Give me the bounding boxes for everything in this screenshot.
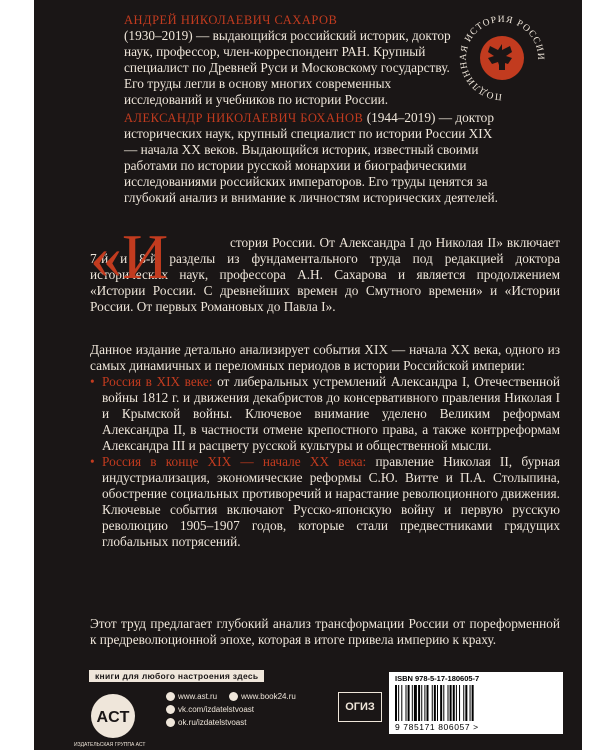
author-1 — [124, 12, 464, 108]
globe-icon — [229, 692, 238, 701]
barcode-icon — [395, 685, 557, 721]
bullet-item — [90, 374, 560, 454]
barcode-block — [389, 672, 563, 734]
bullet-heading: Россия в XIX веке: — [102, 374, 213, 389]
link-ast[interactable]: www.ast.ru — [166, 690, 217, 703]
ast-logo-icon — [89, 692, 137, 740]
quote-mark: «И — [90, 221, 169, 292]
back-cover — [34, 0, 582, 750]
publisher-caption: ИЗДАТЕЛЬСКАЯ ГРУППА АСТ — [74, 742, 146, 748]
tagline-badge: книги для любого настроения здесь — [89, 670, 264, 682]
ogiz-logo: ОГИЗ — [338, 692, 382, 722]
bullet-text: от либеральных устремлений Александра I, Отечественной войны 1812 г. и движения декабристов до консервативного правления Николая I и Крымской войны. Ключевое внимание уделено Великим реформам Александра II, в частности отмене крепостного права, а также контрреформам Александра III и расцвету русской культуры и общественной мысли. — [102, 374, 560, 453]
globe-icon — [166, 692, 175, 701]
bullet-item — [90, 454, 560, 550]
web-links — [166, 690, 296, 729]
bullet-icon: • — [90, 374, 95, 389]
bullet-text: правление Николая II, бурная индустриализация, экономические реформы С.Ю. Витте и П.А. Столыпина, обострение социальных противоречий и нарастание революционного движения. Ключевые события включают Русско-японскую войну и первую русскую революцию 1905–1907 годов, которые стали предвестниками грядущих глобальных потрясений. — [102, 454, 561, 549]
author-2 — [124, 110, 504, 206]
author-name: АНДРЕЙ НИКОЛАЕВИЧ САХАРОВ — [124, 13, 338, 27]
link-ok[interactable]: ok.ru/izdatelstvoast — [166, 716, 246, 729]
emblem-text: ПОДЛИННАЯ ИСТОРИЯ РОССИИ — [458, 14, 546, 102]
link-vk[interactable]: vk.com/izdatelstvoast — [166, 703, 254, 716]
author-name: АЛЕКСАНДР НИКОЛАЕВИЧ БОХАНОВ — [124, 111, 364, 125]
ok-icon — [166, 718, 175, 727]
bullet-icon: • — [90, 454, 95, 469]
bullet-list — [90, 374, 560, 550]
quote-text: стория России. От Александра I до Николая II» включает 7-й и 8-й разделы из фундаментального труда под редакцией доктора исторических наук, профессора А.Н. Сахарова и является продолжением «Истории России. С древнейших времен до Смутного времени» и «Истории России. От первых Романовых до Павла I». — [90, 235, 560, 314]
footer — [34, 666, 582, 750]
svg-text:ACT: ACT — [96, 709, 130, 726]
isbn-text: ISBN 978-5-17-180605-7 — [395, 674, 480, 683]
vk-icon — [166, 705, 175, 714]
description — [90, 342, 560, 550]
conclusion — [90, 616, 560, 648]
link-book24[interactable]: www.book24.ru — [229, 690, 296, 703]
author-bio: (1930–2019) — выдающийся российский историк, доктор наук, профессор, член-корреспондент РАН. Крупный специалист по Древней Руси и Московскому государству. Его труды легли в основу многих современных исследований и учебников по истории России. — [124, 28, 451, 107]
quote-block — [90, 221, 560, 315]
conclusion-paragraph: Этот труд предлагает глубокий анализ трансформации России от пореформенной к предреволюционной эпохе, которая в итоге привела империю к краху. — [90, 616, 560, 647]
intro-paragraph: Данное издание детально анализирует события XIX — начала XX века, одного из самых динамичных и переломных периодов в истории Российской империи: — [90, 342, 560, 373]
barcode-number: 9 785171 806057 > — [395, 722, 479, 732]
emblem — [454, 10, 550, 106]
author-bio: (1944–2019) — доктор исторических наук, крупный специалист по истории России XIX — начала XX веков. Выдающийся историк, известный своими работами по истории русской монархии и биографическими исследованиями российских императоров. Его труды ценятся за глубокий анализ и внимание к личностям исторических деятелей. — [124, 110, 498, 205]
bullet-heading: Россия в конце XIX — начале XX века: — [102, 454, 367, 469]
